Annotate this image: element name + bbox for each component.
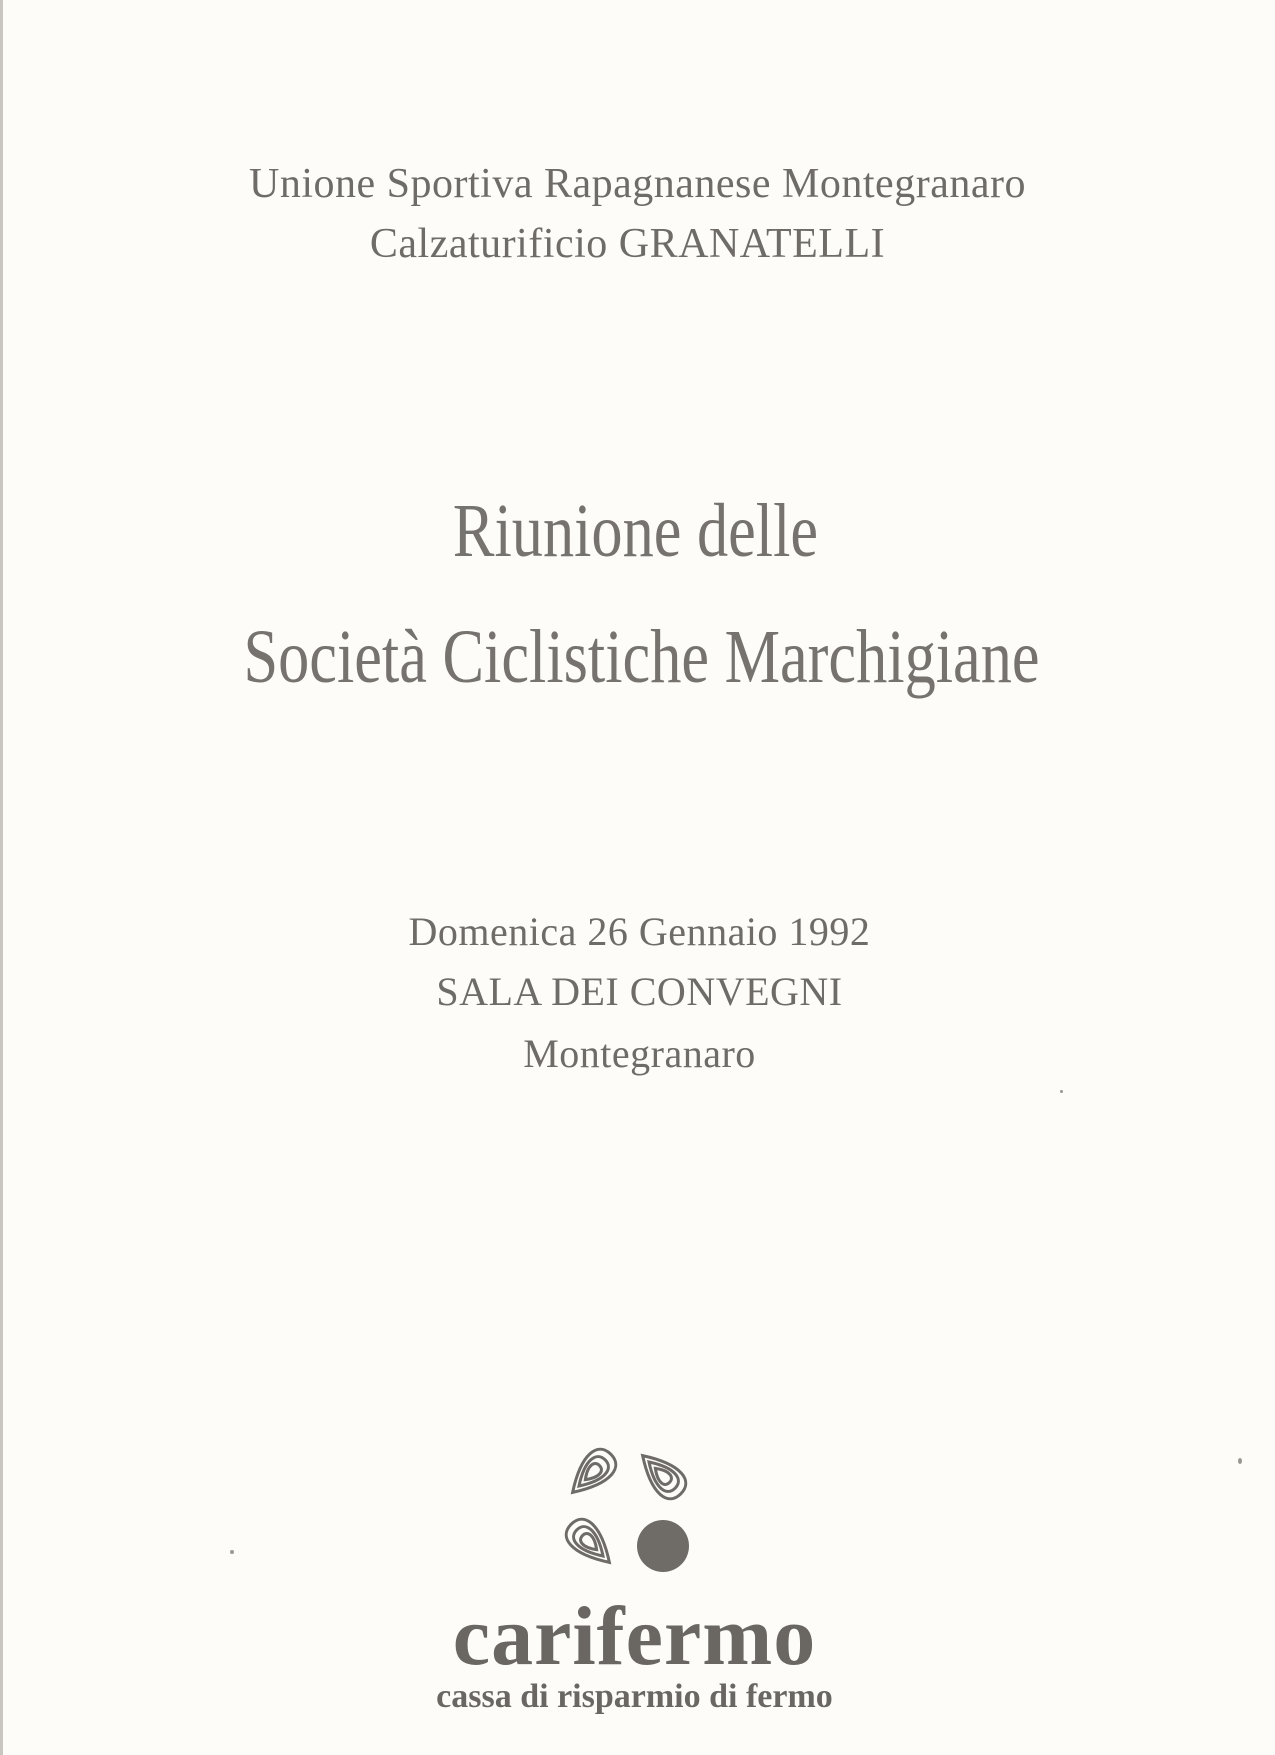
- paper-speck: [1238, 1458, 1242, 1464]
- event-venue: SALA DEI CONVEGNI: [436, 969, 843, 1014]
- paper-speck: [230, 1550, 234, 1554]
- brand-name: carifermo: [452, 1590, 817, 1683]
- carifermo-logo-icon: [557, 1440, 695, 1578]
- title-line-1: Riunione delle: [452, 489, 819, 573]
- sponsor-name: Calzaturificio GRANATELLI: [369, 221, 886, 267]
- event-date: Domenica 26 Gennaio 1992: [408, 909, 871, 954]
- title-line-2: Società Ciclistiche Marchigiane: [243, 615, 1040, 699]
- paper-speck: [1060, 1090, 1063, 1093]
- organization-name: Unione Sportiva Rapagnanese Montegranaro: [249, 161, 1026, 207]
- brand-subtitle: cassa di risparmio di fermo: [436, 1678, 833, 1715]
- event-city: Montegranaro: [523, 1031, 756, 1076]
